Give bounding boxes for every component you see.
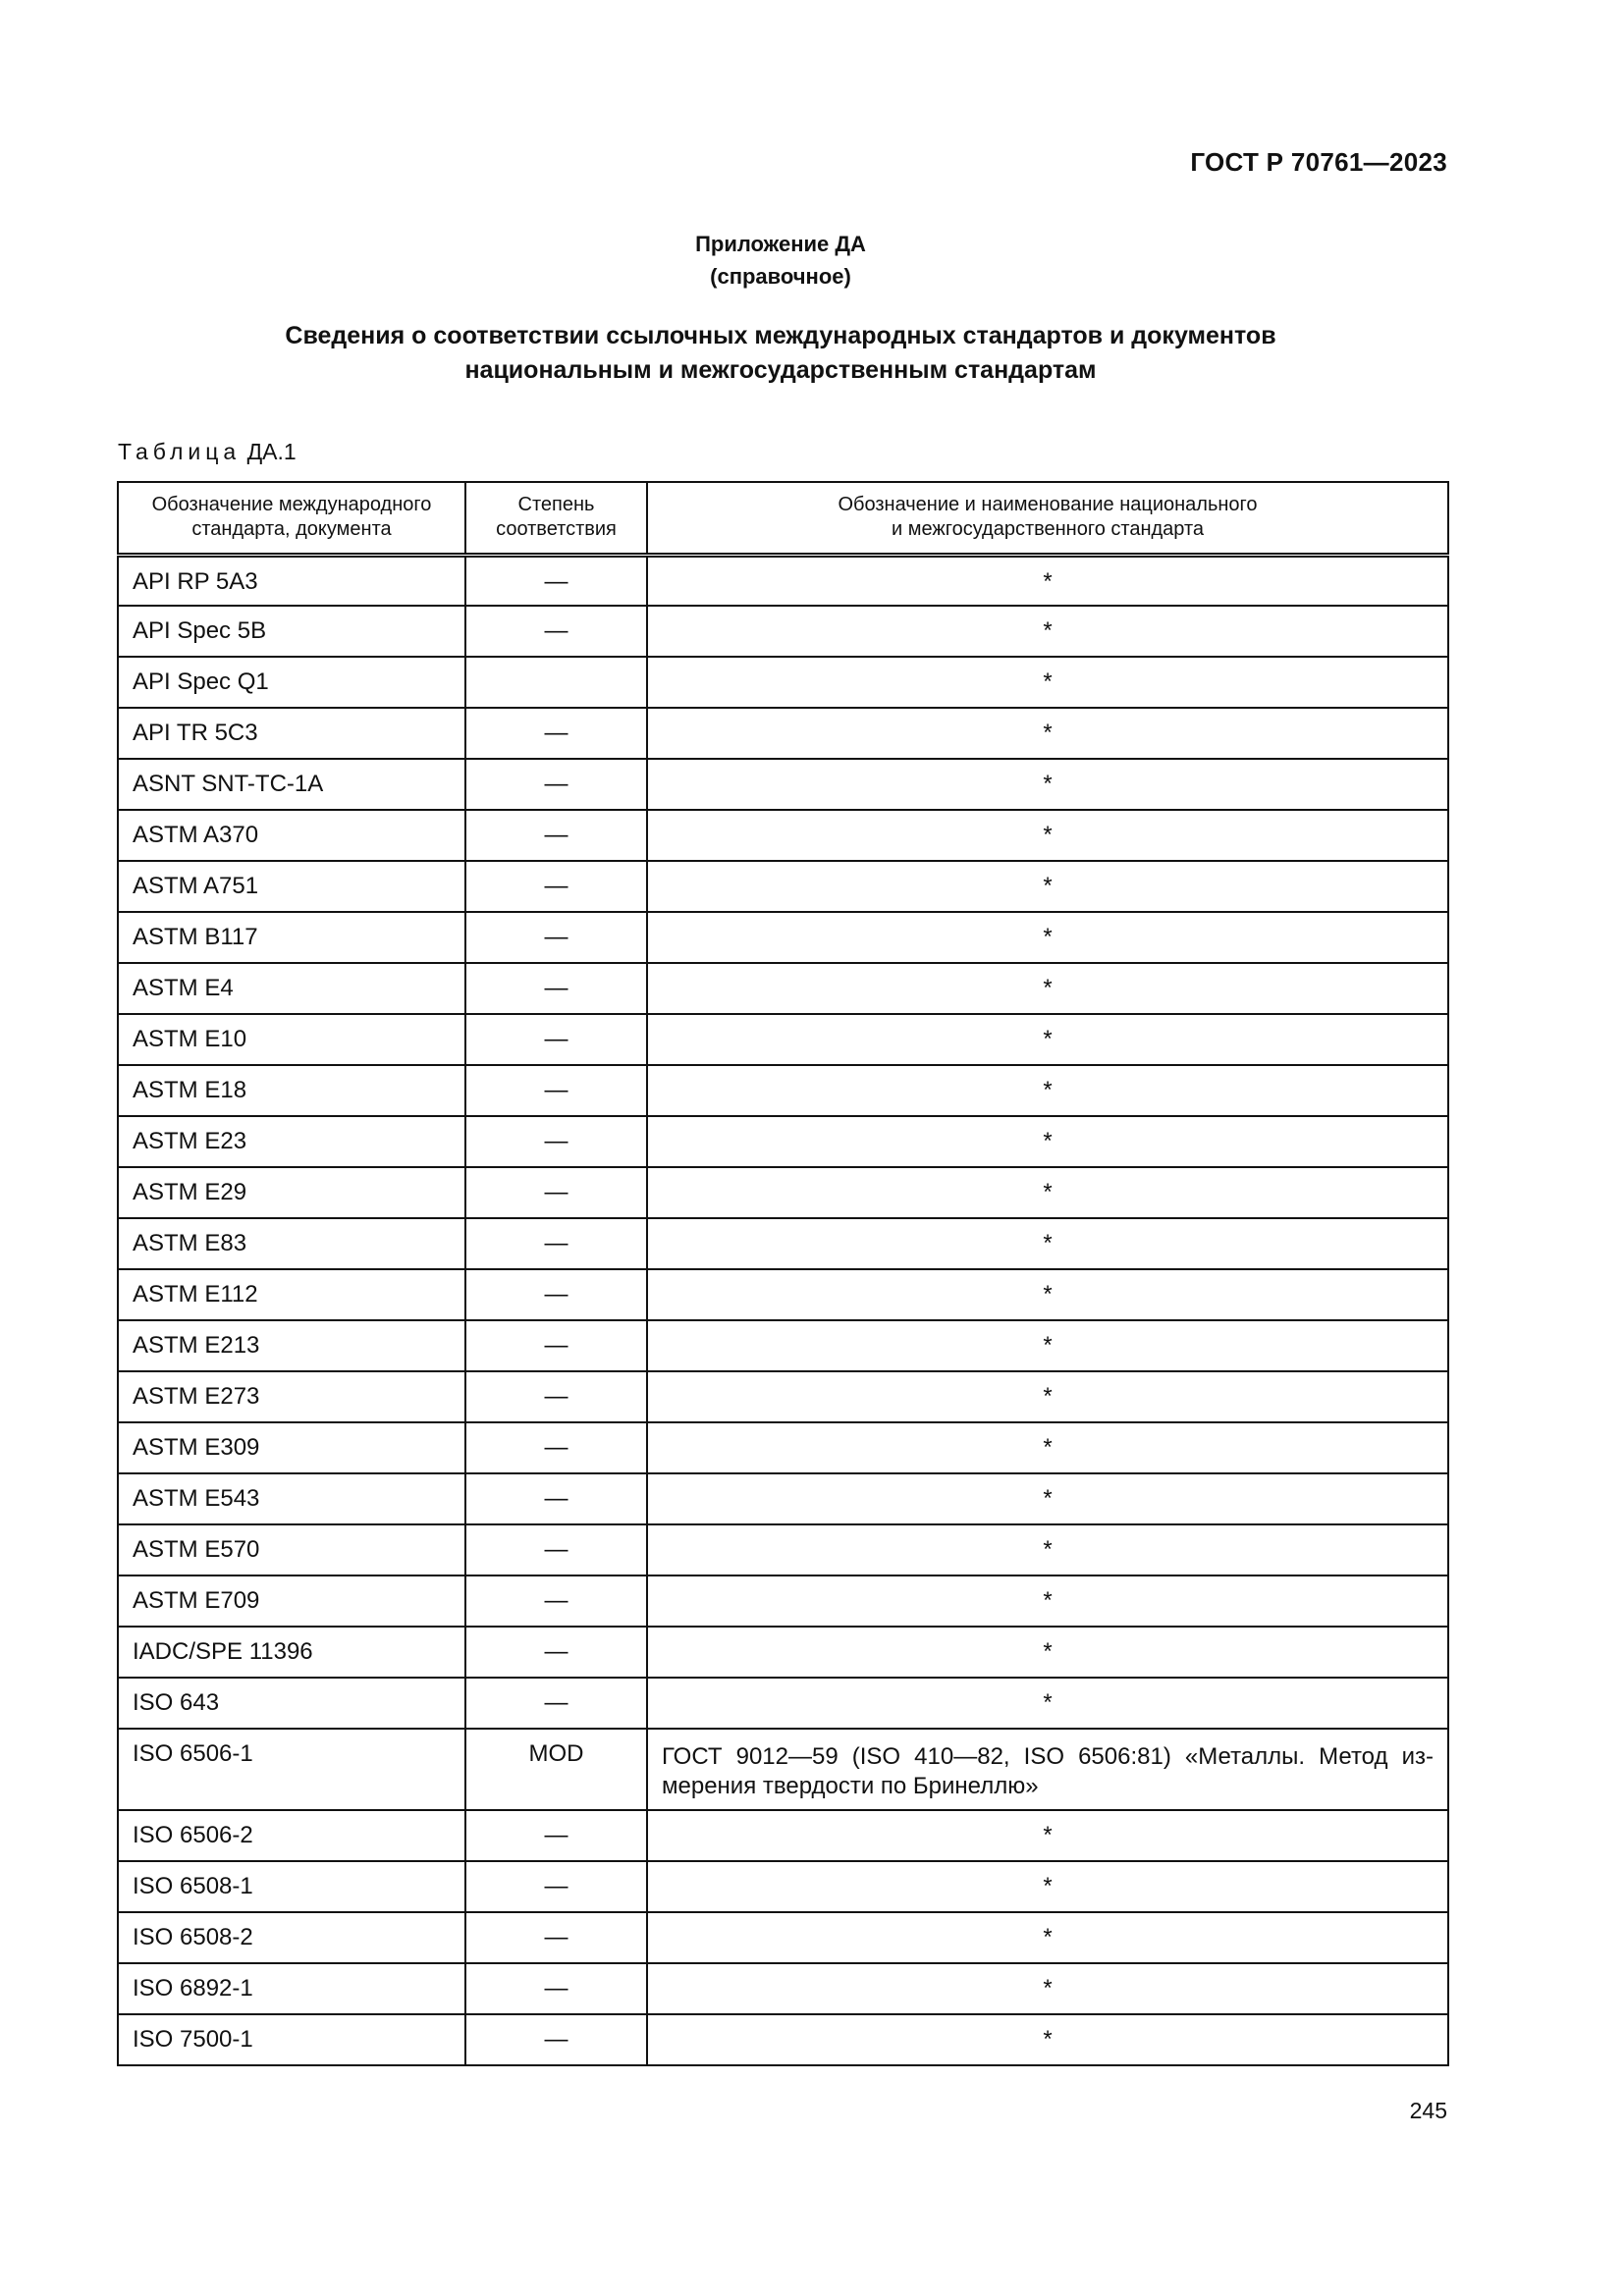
- document-code: ГОСТ Р 70761—2023: [1190, 147, 1447, 177]
- section-title: [0, 319, 1561, 388]
- cell-national-standard: *: [647, 912, 1448, 963]
- cell-degree: [465, 657, 647, 708]
- cell-international-standard: ASTM E83: [118, 1218, 465, 1269]
- cell-international-standard: ASTM E273: [118, 1371, 465, 1422]
- cell-national-standard: *: [647, 1218, 1448, 1269]
- cell-international-standard: ISO 643: [118, 1678, 465, 1729]
- cell-degree: —: [465, 759, 647, 810]
- header-international-standard: [118, 482, 465, 555]
- cell-national-standard: *: [647, 1912, 1448, 1963]
- cell-international-standard: ASTM E112: [118, 1269, 465, 1320]
- cell-national-standard: *: [647, 606, 1448, 657]
- cell-international-standard: ASTM B117: [118, 912, 465, 963]
- cell-international-standard: API RP 5A3: [118, 555, 465, 606]
- cell-national-standard: *: [647, 1269, 1448, 1320]
- table-row: [118, 555, 1448, 606]
- cell-international-standard: ASTM E570: [118, 1524, 465, 1575]
- table-row: [118, 1575, 1448, 1627]
- cell-national-standard: *: [647, 708, 1448, 759]
- table-row: [118, 606, 1448, 657]
- cell-international-standard: ASNT SNT-TC-1A: [118, 759, 465, 810]
- cell-degree: —: [465, 1167, 647, 1218]
- cell-degree: —: [465, 1269, 647, 1320]
- table-label-word: Таблица: [118, 439, 242, 464]
- cell-degree: —: [465, 1524, 647, 1575]
- cell-national-standard: *: [647, 861, 1448, 912]
- cell-national-standard: *: [647, 1575, 1448, 1627]
- cell-national-standard: *: [647, 1116, 1448, 1167]
- cell-degree: —: [465, 1861, 647, 1912]
- cell-national-standard: *: [647, 555, 1448, 606]
- page-number: 245: [1409, 2098, 1447, 2123]
- cell-international-standard: ASTM E10: [118, 1014, 465, 1065]
- header-col2-line2: соответствия: [496, 518, 617, 541]
- table-header-row: [118, 482, 1448, 555]
- cell-national-standard: *: [647, 1014, 1448, 1065]
- cell-international-standard: API TR 5C3: [118, 708, 465, 759]
- cell-degree: —: [465, 1320, 647, 1371]
- table-row: [118, 1810, 1448, 1861]
- cell-national-standard: *: [647, 1861, 1448, 1912]
- cell-degree: —: [465, 606, 647, 657]
- cell-degree: —: [465, 1678, 647, 1729]
- table-row: [118, 861, 1448, 912]
- cell-national-standard: *: [647, 1320, 1448, 1371]
- table-body: [118, 555, 1448, 2065]
- cell-degree: —: [465, 555, 647, 606]
- cell-national-standard: *: [647, 1963, 1448, 2014]
- table-label-number: ДА.1: [246, 439, 297, 464]
- cell-national-standard: *: [647, 1810, 1448, 1861]
- cell-international-standard: ASTM E213: [118, 1320, 465, 1371]
- cell-national-standard: *: [647, 1678, 1448, 1729]
- header-national-standard: [647, 482, 1448, 555]
- table-row: [118, 1912, 1448, 1963]
- cell-international-standard: API Spec 5B: [118, 606, 465, 657]
- cell-degree: —: [465, 1627, 647, 1678]
- cell-degree: —: [465, 1963, 647, 2014]
- cell-national-standard: *: [647, 1422, 1448, 1473]
- cell-international-standard: ISO 6508-2: [118, 1912, 465, 1963]
- cell-international-standard: ASTM E29: [118, 1167, 465, 1218]
- table-row: [118, 912, 1448, 963]
- cell-national-standard: *: [647, 963, 1448, 1014]
- table-row: [118, 963, 1448, 1014]
- table-row: [118, 2014, 1448, 2065]
- cell-national-standard: *: [647, 810, 1448, 861]
- table-row: [118, 1861, 1448, 1912]
- table-row: [118, 1167, 1448, 1218]
- cell-degree: MOD: [465, 1729, 647, 1810]
- appendix-heading: [0, 228, 1561, 293]
- header-col1-line1: Обозначение международного: [151, 494, 432, 516]
- header-col3-line1: Обозначение и наименование национального: [838, 494, 1258, 516]
- cell-degree: —: [465, 1912, 647, 1963]
- table-row: [118, 1065, 1448, 1116]
- cell-international-standard: ISO 6506-1: [118, 1729, 465, 1810]
- cell-international-standard: ASTM E543: [118, 1473, 465, 1524]
- cell-international-standard: ASTM E23: [118, 1116, 465, 1167]
- header-degree: [465, 482, 647, 555]
- cell-degree: —: [465, 912, 647, 963]
- table-row: [118, 1627, 1448, 1678]
- cell-international-standard: ASTM E309: [118, 1422, 465, 1473]
- table-row: [118, 1678, 1448, 1729]
- table-row: [118, 1320, 1448, 1371]
- table-row: [118, 657, 1448, 708]
- cell-national-standard: *: [647, 1473, 1448, 1524]
- table-row: [118, 1218, 1448, 1269]
- table-row: [118, 708, 1448, 759]
- cell-degree: —: [465, 1014, 647, 1065]
- table-row: [118, 1269, 1448, 1320]
- cell-international-standard: ASTM E18: [118, 1065, 465, 1116]
- cell-international-standard: ISO 6506-2: [118, 1810, 465, 1861]
- table-row: [118, 1371, 1448, 1422]
- cell-national-standard: *: [647, 1167, 1448, 1218]
- cell-degree: —: [465, 708, 647, 759]
- cell-degree: —: [465, 1065, 647, 1116]
- cell-degree: —: [465, 810, 647, 861]
- table-row: [118, 810, 1448, 861]
- cell-national-standard: *: [647, 1371, 1448, 1422]
- cell-international-standard: ISO 7500-1: [118, 2014, 465, 2065]
- table-row: [118, 1473, 1448, 1524]
- cell-international-standard: ISO 6892-1: [118, 1963, 465, 2014]
- cell-degree: —: [465, 861, 647, 912]
- table-row: [118, 1729, 1448, 1810]
- cell-international-standard: IADC/SPE 11396: [118, 1627, 465, 1678]
- table-row: [118, 1116, 1448, 1167]
- cell-degree: —: [465, 1473, 647, 1524]
- cell-national-standard: *: [647, 1627, 1448, 1678]
- cell-national-standard: *: [647, 759, 1448, 810]
- cell-international-standard: ASTM E4: [118, 963, 465, 1014]
- table-row: [118, 1014, 1448, 1065]
- header-col2-line1: Степень: [517, 494, 595, 516]
- appendix-subtitle: (справочное): [710, 264, 851, 289]
- cell-degree: —: [465, 1575, 647, 1627]
- cell-national-standard: *: [647, 1524, 1448, 1575]
- cell-degree: —: [465, 1371, 647, 1422]
- header-col1-line2: стандарта, документа: [191, 518, 392, 541]
- cell-international-standard: ISO 6508-1: [118, 1861, 465, 1912]
- cell-national-standard: *: [647, 2014, 1448, 2065]
- table-row: [118, 1524, 1448, 1575]
- header-col3-line2: и межгосударственного стандарта: [891, 518, 1205, 541]
- cell-international-standard: ASTM E709: [118, 1575, 465, 1627]
- cell-degree: —: [465, 963, 647, 1014]
- cell-degree: —: [465, 1218, 647, 1269]
- cell-degree: —: [465, 1116, 647, 1167]
- table-row: [118, 1422, 1448, 1473]
- table-row: [118, 759, 1448, 810]
- table-row: [118, 1963, 1448, 2014]
- cell-national-standard: *: [647, 657, 1448, 708]
- cell-degree: —: [465, 1422, 647, 1473]
- section-title-line-2: национальным и межгосударственным стандартам: [464, 356, 1097, 384]
- section-title-line-1: Сведения о соответствии ссылочных международных стандартов и документов: [285, 322, 1276, 349]
- standards-table: [117, 481, 1449, 2066]
- appendix-title: Приложение ДА: [695, 232, 866, 256]
- cell-national-standard: ГОСТ 9012—59 (ISO 410—82, ISO 6506:81) «Металлы. Метод из-мерения твердости по Бринеллю»: [647, 1729, 1448, 1810]
- cell-international-standard: API Spec Q1: [118, 657, 465, 708]
- cell-national-standard: *: [647, 1065, 1448, 1116]
- cell-degree: —: [465, 2014, 647, 2065]
- cell-international-standard: ASTM A751: [118, 861, 465, 912]
- cell-degree: —: [465, 1810, 647, 1861]
- table-label: [118, 439, 297, 465]
- cell-international-standard: ASTM A370: [118, 810, 465, 861]
